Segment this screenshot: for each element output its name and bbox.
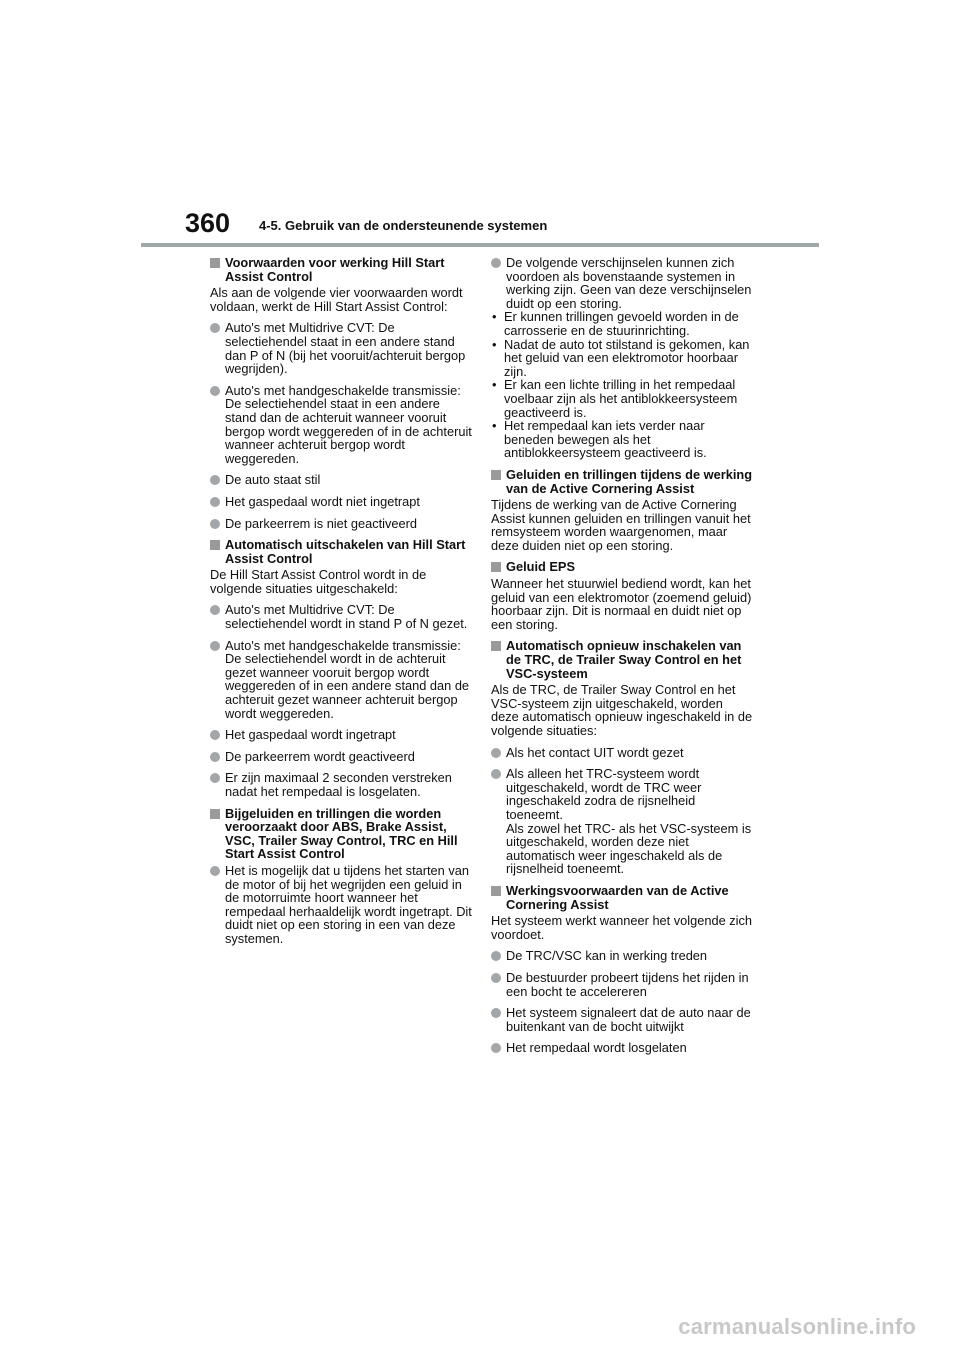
section-heading: Voorwaarden voor werking Hill Start Assist Control	[210, 256, 472, 283]
dash-bullet-icon: •	[492, 309, 497, 325]
circle-bullet-icon	[210, 752, 220, 762]
list-item: Auto's met Multidrive CVT: De selectiehendel wordt in stand P of N gezet.	[210, 603, 472, 630]
circle-bullet-icon	[210, 475, 220, 485]
list-item: Het is mogelijk dat u tijdens het starten van de motor of bij het wegrijden een geluid in de motorruimte hoort wanneer het rempedaal herhaaldelijk wordt ingetrapt. Dit duidt niet op een storing in een van deze systemen.	[210, 864, 472, 946]
paragraph: Als de TRC, de Trailer Sway Control en het VSC-systeem zijn uitgeschakeld, worden deze automatisch opnieuw ingeschakeld in de volgende situaties:	[491, 682, 753, 738]
chapter-title: 4-5. Gebruik van de ondersteunende systemen	[259, 218, 548, 233]
section-heading: Automatisch uitschakelen van Hill Start Assist Control	[210, 538, 472, 565]
paragraph: Als aan de volgende vier voorwaarden wordt voldaan, werkt de Hill Start Assist Control:	[210, 285, 463, 314]
list-item: Het gaspedaal wordt niet ingetrapt	[210, 495, 472, 509]
dash-bullet-icon: •	[492, 377, 497, 393]
square-bullet-icon	[491, 886, 501, 896]
circle-bullet-icon	[491, 258, 501, 268]
square-bullet-icon	[210, 540, 220, 550]
right-column	[491, 256, 753, 1063]
circle-bullet-icon	[210, 519, 220, 529]
square-bullet-icon	[491, 562, 501, 572]
list-item: De parkeerrem is niet geactiveerd	[210, 517, 472, 531]
list-item: De bestuurder probeert tijdens het rijden in een bocht te accelereren	[491, 971, 753, 998]
page-number: 360	[185, 208, 231, 238]
dash-item: • Het rempedaal kan iets verder naar beneden bewegen als het antiblokkeersysteem geactiveerd is.	[492, 418, 707, 461]
square-bullet-icon	[210, 258, 220, 268]
paragraph: Wanneer het stuurwiel bediend wordt, kan het geluid van een elektromotor (zoemend geluid) hoorbaar zijn. Dit is normaal en duidt niet op een storing.	[491, 576, 752, 632]
circle-bullet-icon	[210, 641, 220, 651]
watermark: carmanualsonline.info	[678, 1314, 916, 1339]
dash-item: • Er kan een lichte trilling in het rempedaal voelbaar zijn als het antiblokkeersysteem geactiveerd is.	[492, 377, 738, 420]
dash-bullet-icon: •	[492, 418, 497, 434]
circle-bullet-icon	[491, 769, 501, 779]
list-item: Auto's met Multidrive CVT: De selectiehendel staat in een andere stand dan P of N (bij het vooruit/achteruit bergop wegrijden).	[210, 321, 472, 375]
paragraph: De Hill Start Assist Control wordt in de volgende situaties uitgeschakeld:	[210, 567, 427, 596]
square-bullet-icon	[491, 470, 501, 480]
list-item: Auto's met handgeschakelde transmissie: De selectiehendel wordt in de achteruit gezet wanneer vooruit bergop wordt weggereden of in een andere stand dan de achteruit gezet wanneer achteruit bergop wordt weggereden.	[210, 639, 472, 721]
list-item-continuation: Als zowel het TRC- als het VSC-systeem is uitgeschakeld, worden deze niet automatisch weer ingeschakeld als de rijsnelheid toeneemt.	[506, 820, 752, 877]
dash-item: • Nadat de auto tot stilstand is gekomen, kan het geluid van een elektromotor hoorbaar zijn.	[492, 336, 750, 379]
circle-bullet-icon	[210, 866, 220, 876]
section-heading: Geluiden en trillingen tijdens de werking van de Active Cornering Assist	[491, 468, 753, 495]
list-item: Er zijn maximaal 2 seconden verstreken nadat het rempedaal is losgelaten.	[210, 771, 472, 798]
paragraph: Het systeem werkt wanneer het volgende zich voordoet.	[491, 913, 753, 942]
left-column	[210, 256, 472, 954]
list-item: De parkeerrem wordt geactiveerd	[210, 750, 472, 764]
circle-bullet-icon	[491, 748, 501, 758]
list-item: De TRC/VSC kan in werking treden	[491, 949, 753, 963]
circle-bullet-icon	[210, 605, 220, 615]
list-item: Het gaspedaal wordt ingetrapt	[210, 728, 472, 742]
circle-bullet-icon	[491, 1008, 501, 1018]
circle-bullet-icon	[210, 773, 220, 783]
circle-bullet-icon	[491, 951, 501, 961]
square-bullet-icon	[491, 641, 501, 651]
circle-bullet-icon	[210, 386, 220, 396]
list-item: De volgende verschijnselen kunnen zich voordoen als bovenstaande systemen in werking zijn. Geen van deze verschijnselen duidt op een storing.	[491, 256, 753, 310]
circle-bullet-icon	[491, 973, 501, 983]
circle-bullet-icon	[210, 730, 220, 740]
section-heading: Geluid EPS	[491, 560, 753, 574]
circle-bullet-icon	[491, 1043, 501, 1053]
list-item: De auto staat stil	[210, 473, 472, 487]
section-heading: Automatisch opnieuw inschakelen van de TRC, de Trailer Sway Control en het VSC-systeem	[491, 639, 753, 680]
list-item: Het rempedaal wordt losgelaten	[491, 1041, 753, 1055]
dash-item: • Er kunnen trillingen gevoeld worden in de carrosserie en de stuurinrichting.	[492, 309, 739, 338]
circle-bullet-icon	[210, 497, 220, 507]
paragraph: Tijdens de werking van de Active Cornering Assist kunnen geluiden en trillingen vanuit het remsysteem worden waargenomen, maar deze duiden niet op een storing.	[491, 497, 751, 553]
circle-bullet-icon	[210, 323, 220, 333]
list-item: Als het contact UIT wordt gezet	[491, 746, 753, 760]
list-item: Auto's met handgeschakelde transmissie: De selectiehendel staat in een andere stand dan de achteruit wanneer vooruit bergop wordt weggereden of in de achteruit wanneer achteruit bergop wordt weggereden.	[210, 384, 472, 466]
list-item: Het systeem signaleert dat de auto naar de buitenkant van de bocht uitwijkt	[491, 1006, 753, 1033]
list-item: Als alleen het TRC-systeem wordt uitgeschakeld, wordt de TRC weer ingeschakeld zodra de rijsnelheid toeneemt. Als zowel het TRC- als het VSC-systeem is uitgeschakeld, worden deze niet automatisch weer ingeschakeld als de rijsnelheid toeneemt.	[491, 767, 753, 876]
header-rule	[141, 243, 819, 247]
square-bullet-icon	[210, 809, 220, 819]
dash-bullet-icon: •	[492, 336, 497, 352]
section-heading: Werkingsvoorwaarden van de Active Cornering Assist	[491, 884, 753, 911]
section-heading: Bijgeluiden en trillingen die worden veroorzaakt door ABS, Brake Assist, VSC, Trailer Sway Control, TRC en Hill Start Assist Control	[210, 807, 472, 861]
